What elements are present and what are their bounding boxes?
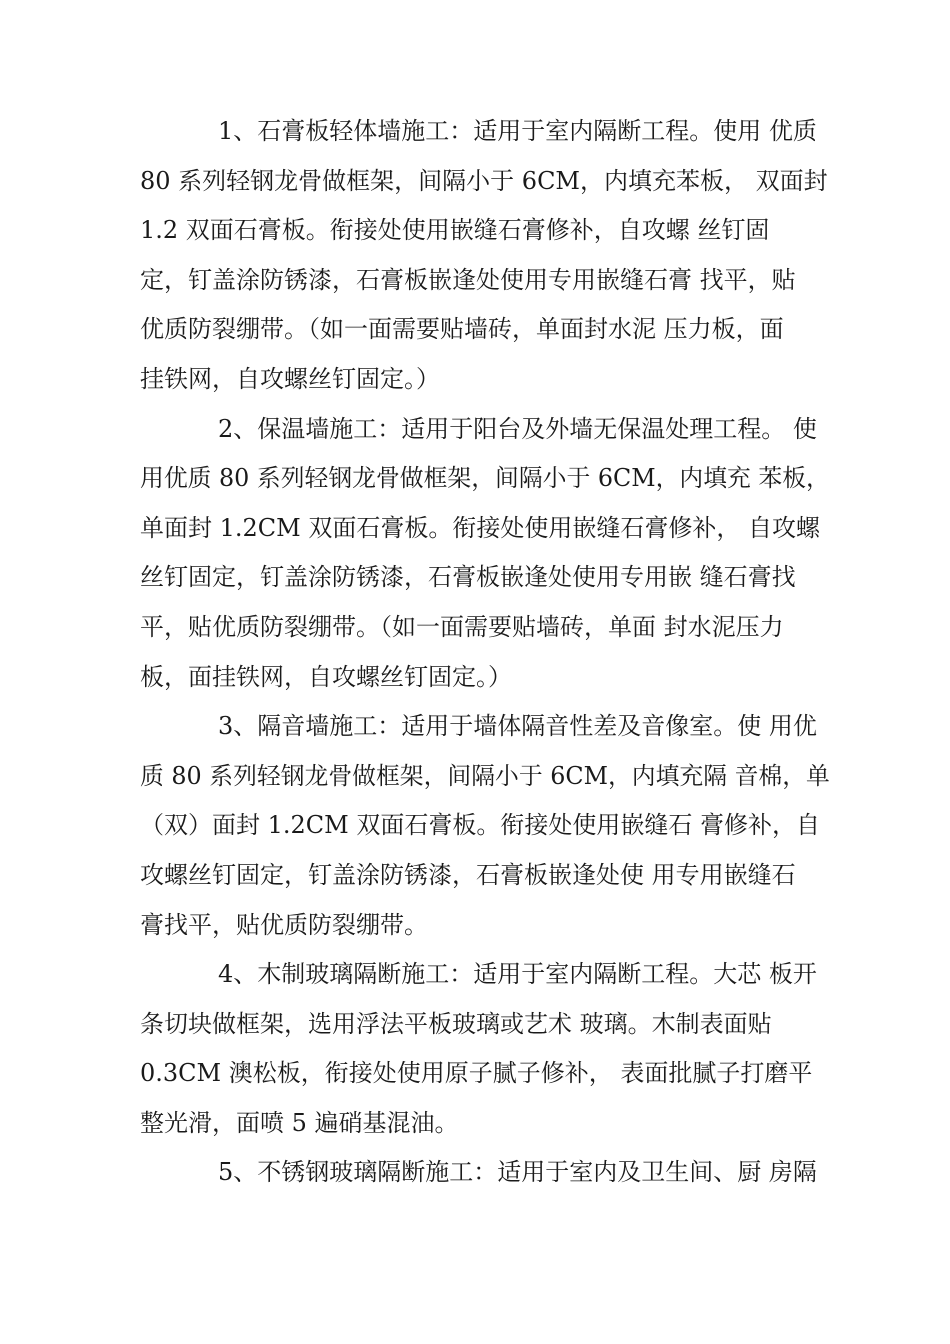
text-line: 2、保温墙施工：适用于阳台及外墙无保温处理工程。 使	[218, 414, 817, 443]
text-line: 0.3CM 澳松板，衔接处使用原子腻子修补， 表面批腻子打磨平	[140, 1059, 813, 1088]
text-line: 攻螺丝钉固定，钉盖涂防锈漆，石膏板嵌逢处使 用专用嵌缝石	[140, 860, 796, 889]
text-line: 挂铁网，自攻螺丝钉固定。）	[140, 364, 440, 393]
paragraph-insulation-wall	[140, 405, 830, 703]
text-line: 平，贴优质防裂绷带。（如一面需要贴墙砖，单面 封水泥压力	[140, 612, 784, 641]
text-line: （双）面封 1.2CM 双面石膏板。衔接处使用嵌缝石 膏修补，自	[140, 811, 820, 840]
text-line: 5、不锈钢玻璃隔断施工：适用于室内及卫生间、厨 房隔	[218, 1158, 817, 1187]
text-line: 条切块做框架，选用浮法平板玻璃或艺术 玻璃。木制表面贴	[140, 1009, 772, 1038]
paragraph-soundproof-wall	[140, 702, 830, 950]
text-line: 质 80 系列轻钢龙骨做框架，间隔小于 6CM，内填充隔 音棉，单	[140, 761, 830, 790]
text-line: 1、石膏板轻体墙施工：适用于室内隔断工程。使用 优质	[218, 117, 817, 145]
paragraph-steel-glass-partition	[140, 1148, 830, 1198]
paragraph-wood-glass-partition	[140, 950, 830, 1148]
paragraph-gypsum-wall	[140, 107, 830, 405]
text-line: 1.2 双面石膏板。衔接处使用嵌缝石膏修补，自攻螺 丝钉固	[140, 216, 770, 245]
document-page	[140, 107, 830, 1198]
text-line: 单面封 1.2CM 双面石膏板。衔接处使用嵌缝石膏修补， 自攻螺	[140, 513, 820, 542]
text-line: 3、隔音墙施工：适用于墙体隔音性差及音像室。使 用优	[218, 712, 817, 741]
text-line: 膏找平，贴优质防裂绷带。	[140, 910, 428, 939]
text-line: 丝钉固定，钉盖涂防锈漆，石膏板嵌逢处使用专用嵌 缝石膏找	[140, 563, 796, 592]
text-line: 80 系列轻钢龙骨做框架，间隔小于 6CM，内填充苯板， 双面封	[140, 166, 828, 195]
text-line: 板，面挂铁网，自攻螺丝钉固定。）	[140, 662, 512, 691]
text-line: 定，钉盖涂防锈漆，石膏板嵌逢处使用专用嵌缝石膏 找平，贴	[140, 265, 796, 294]
text-line: 优质防裂绷带。（如一面需要贴墙砖，单面封水泥 压力板，面	[140, 315, 784, 344]
text-line: 用优质 80 系列轻钢龙骨做框架，间隔小于 6CM，内填充 苯板，	[140, 464, 830, 493]
text-line: 整光滑，面喷 5 遍硝基混油。	[140, 1108, 459, 1137]
text-line: 4、木制玻璃隔断施工：适用于室内隔断工程。大芯 板开	[218, 960, 817, 989]
